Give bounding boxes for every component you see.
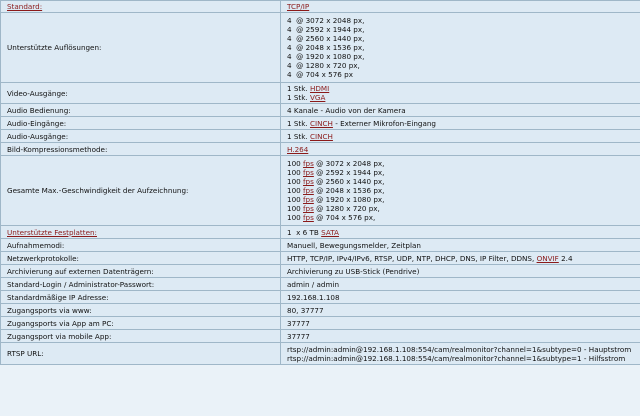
spec-label: Unterstützte Auflösungen: (1, 13, 281, 83)
fps-link[interactable]: fps (303, 177, 314, 186)
spec-value: admin / admin (281, 278, 640, 291)
fps-link[interactable]: fps (303, 213, 314, 222)
fps-link[interactable]: fps (303, 204, 314, 213)
spec-label: Audio-Ausgänge: (1, 130, 281, 143)
onvif-link[interactable]: ONVIF (536, 253, 559, 263)
fps-line: 100 fps @ 1920 x 1080 px, (287, 195, 385, 204)
fps-line: 100 fps @ 704 x 576 px, (287, 213, 376, 222)
resolution-line: 4 @ 2560 x 1440 px, (287, 34, 365, 43)
spec-row-login (1, 278, 640, 291)
rtsp-url-sub: rtsp://admin:admin@192.168.1.108:554/cam/realmonitor?channel=1&subtype=1 - Hilfsstrom (287, 353, 626, 363)
spec-value: Archivierung zu USB-Stick (Pendrive) (281, 265, 640, 278)
rtsp-url-main: rtsp://admin:admin@192.168.1.108:554/cam/realmonitor?channel=1&subtype=0 - Hauptstrom (287, 344, 632, 354)
fps-line: 100 fps @ 2592 x 1944 px, (287, 168, 385, 177)
spec-label: Netzwerkprotokolle: (1, 252, 281, 265)
spec-value: 80, 37777 (281, 304, 640, 317)
spec-row-video-outputs: Video-Ausgänge: 1 Stk. HDMI 1 Stk. VGA (1, 83, 640, 104)
spec-label: Archivierung auf externen Datenträgern: (1, 265, 281, 278)
spec-row-standard (1, 1, 640, 13)
cinch-link[interactable]: CINCH (309, 118, 333, 128)
spec-value: Manuell, Bewegungsmelder, Zeitplan (281, 239, 640, 252)
spec-label: Video-Ausgänge: (1, 83, 281, 104)
spec-row-audio-outputs: Audio-Ausgänge: 1 Stk. CINCH (1, 130, 640, 143)
vga-link[interactable]: VGA (309, 93, 326, 102)
cinch-link[interactable]: CINCH (309, 131, 333, 141)
tcpip-link[interactable]: TCP/IP (287, 2, 310, 11)
spec-row-hdd: Unterstützte Festplatten: 1 x 6 TB SATA (1, 226, 640, 239)
spec-value: 4 Kanale - Audio von der Kamera (281, 104, 640, 117)
spec-value: 37777 (281, 317, 640, 330)
spec-row-recording-modes (1, 239, 640, 252)
spec-label: Zugangsports via www: (1, 304, 281, 317)
spec-label: Audio Bedienung: (1, 104, 281, 117)
spec-label: Standardmäßige IP Adresse: (1, 291, 281, 304)
spec-label: Zugangsports via App am PC: (1, 317, 281, 330)
h264-link[interactable]: H.264 (287, 144, 309, 154)
spec-row-compression (1, 143, 640, 156)
fps-line: 100 fps @ 2560 x 1440 px, (287, 177, 385, 186)
supported-hdd-link[interactable]: Unterstützte Festplatten: (7, 227, 97, 237)
spec-row-resolutions (1, 13, 640, 83)
spec-row-ip-address (1, 291, 640, 304)
fps-line: 100 fps @ 2048 x 1536 px, (287, 186, 385, 195)
fps-link[interactable]: fps (303, 159, 314, 168)
resolution-line: 4 @ 2592 x 1944 px, (287, 25, 365, 34)
spec-label: Aufnahmemodi: (1, 239, 281, 252)
spec-row-pc-app-port (1, 317, 640, 330)
fps-link[interactable]: fps (303, 168, 314, 177)
fps-line: 100 fps @ 1280 x 720 px, (287, 204, 380, 213)
spec-label: Bild-Kompressionsmethode: (1, 143, 281, 156)
spec-label: RTSP URL: (1, 343, 281, 365)
spec-row-rtsp-url (1, 343, 640, 365)
resolution-line: 4 @ 704 x 576 px (287, 70, 353, 79)
spec-row-mobile-app-port (1, 330, 640, 343)
fps-link[interactable]: fps (303, 195, 314, 204)
spec-label: Gesamte Max.-Geschwindigkeit der Aufzeichnung: (1, 156, 281, 226)
spec-row-audio-control (1, 104, 640, 117)
fps-line: 100 fps @ 3072 x 2048 px, (287, 159, 385, 168)
spec-value: 192.168.1.108 (281, 291, 640, 304)
spec-row-www-ports (1, 304, 640, 317)
sata-link[interactable]: SATA (321, 227, 339, 237)
standard-link[interactable]: Standard: (7, 2, 43, 11)
spec-row-network-protocols: Netzwerkprotokolle: HTTP, TCP/IP, IPv4/IPv6, RTSP, UDP, NTP, DHCP, DNS, IP Filter, DDNS, ONVIF 2.4 (1, 252, 640, 265)
spec-row-archiving (1, 265, 640, 278)
spec-value: 37777 (281, 330, 640, 343)
fps-link[interactable]: fps (303, 186, 314, 195)
spec-label: Standard-Login / Administrator-Passwort: (1, 278, 281, 291)
spec-row-audio-inputs: Audio-Eingänge: 1 Stk. CINCH - Externer Mikrofon-Eingang (1, 117, 640, 130)
spec-label: Zugangsport via mobile App: (1, 330, 281, 343)
spec-row-recording-speed (1, 156, 640, 226)
resolution-line: 4 @ 1920 x 1080 px, (287, 52, 365, 61)
resolution-line: 4 @ 2048 x 1536 px, (287, 43, 365, 52)
resolution-line: 4 @ 1280 x 720 px, (287, 61, 360, 70)
hdmi-link[interactable]: HDMI (309, 84, 330, 93)
spec-label: Audio-Eingänge: (1, 117, 281, 130)
resolution-line: 4 @ 3072 x 2048 px, (287, 16, 365, 25)
